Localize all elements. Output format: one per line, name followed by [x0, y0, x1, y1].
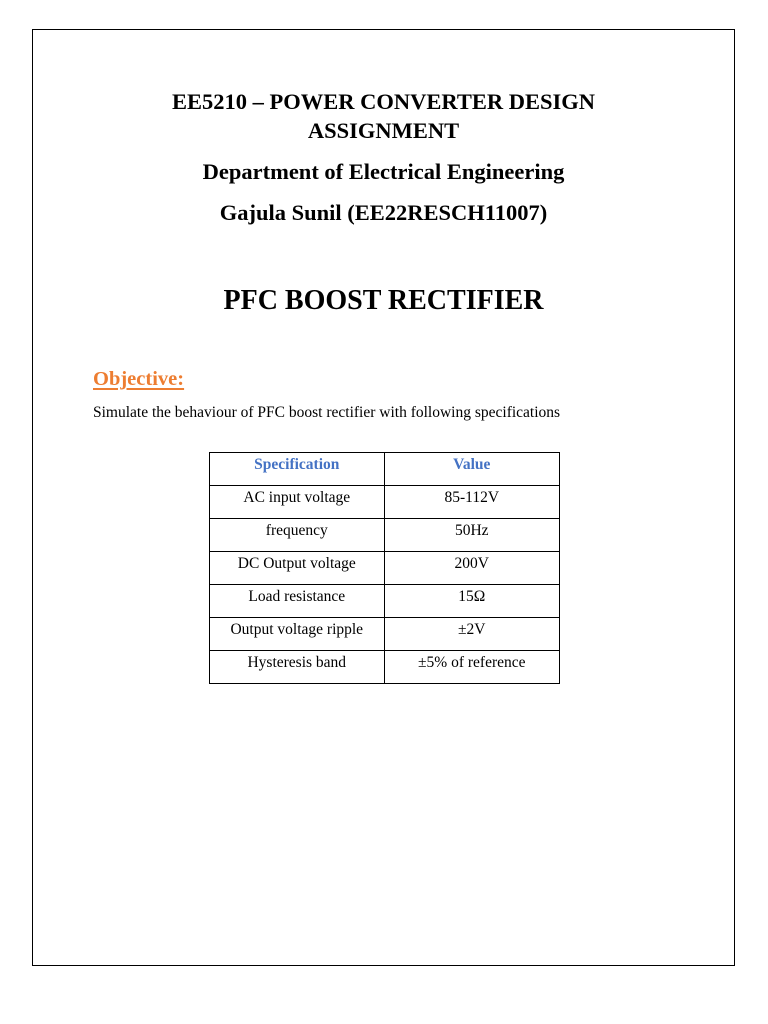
spec-name: Hysteresis band [210, 651, 385, 684]
spec-value: 200V [384, 552, 559, 585]
spec-value: 50Hz [384, 519, 559, 552]
table-row [210, 651, 560, 684]
author-name: Gajula Sunil (EE22RESCH11007) [219, 200, 548, 225]
table-row [210, 552, 560, 585]
spec-name: DC Output voltage [210, 552, 385, 585]
table-row [210, 618, 560, 651]
spec-value: 85-112V [384, 486, 559, 519]
table-row [210, 486, 560, 519]
department-name: Department of Electrical Engineering [202, 159, 565, 184]
objective-heading: Objective: [93, 368, 185, 390]
header-value: Value [384, 453, 559, 486]
table-row [210, 585, 560, 618]
table-header-row [210, 453, 560, 486]
spec-name: Load resistance [210, 585, 385, 618]
specification-table [209, 452, 560, 684]
course-title [32, 87, 735, 145]
document-title: PFC BOOST RECTIFIER [223, 285, 544, 316]
spec-name: AC input voltage [210, 486, 385, 519]
table-row [210, 519, 560, 552]
spec-value: 15Ω [384, 585, 559, 618]
header-specification: Specification [210, 453, 385, 486]
spec-value: ±5% of reference [384, 651, 559, 684]
spec-name: Output voltage ripple [210, 618, 385, 651]
objective-text: Simulate the behaviour of PFC boost rectifier with following specifications [93, 404, 561, 421]
course-title-line-1: EE5210 – POWER CONVERTER DESIGN [171, 89, 596, 114]
spec-value: ±2V [384, 618, 559, 651]
course-title-line-2: ASSIGNMENT [307, 118, 460, 143]
spec-name: frequency [210, 519, 385, 552]
